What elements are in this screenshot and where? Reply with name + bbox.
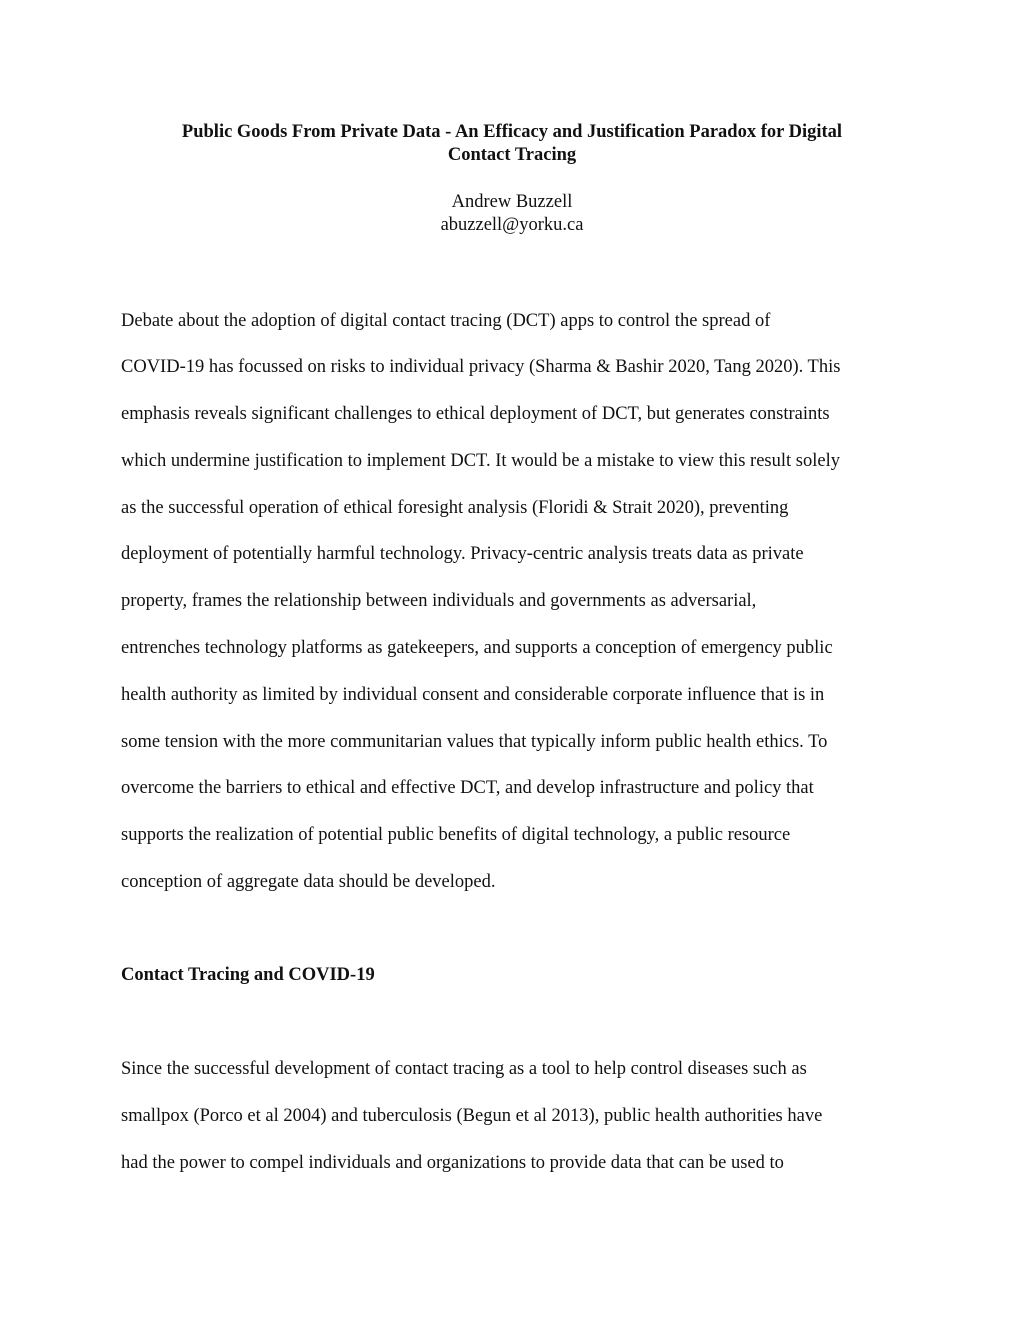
- section-line: Since the successful development of contact tracing as a tool to help control diseases such as: [121, 1059, 807, 1079]
- paper-title-line-2: Contact Tracing: [447, 145, 577, 165]
- abstract-line: deployment of potentially harmful technology. Privacy-centric analysis treats data as private: [121, 544, 804, 564]
- abstract-line: which undermine justification to implement DCT. It would be a mistake to view this result solely: [121, 451, 840, 471]
- paper-title-line-1: Public Goods From Private Data - An Efficacy and Justification Paradox for Digital: [181, 122, 843, 142]
- abstract-line: entrenches technology platforms as gatekeepers, and supports a conception of emergency public: [121, 638, 833, 658]
- author-name: Andrew Buzzell: [451, 192, 573, 212]
- author-email: abuzzell@yorku.ca: [440, 215, 584, 235]
- section-line: had the power to compel individuals and organizations to provide data that can be used to: [121, 1153, 784, 1173]
- section-line: smallpox (Porco et al 2004) and tuberculosis (Begun et al 2013), public health authorities have: [121, 1106, 823, 1126]
- abstract-line: conception of aggregate data should be developed.: [121, 872, 496, 892]
- abstract-line: health authority as limited by individual consent and considerable corporate influence that is in: [121, 685, 825, 705]
- author-block: [140, 191, 884, 237]
- abstract-line: overcome the barriers to ethical and effective DCT, and develop infrastructure and policy that: [121, 778, 814, 798]
- abstract-line: emphasis reveals significant challenges to ethical deployment of DCT, but generates constraints: [121, 404, 830, 424]
- abstract-line: as the successful operation of ethical foresight analysis (Floridi & Strait 2020), preventing: [121, 498, 789, 518]
- abstract-line: property, frames the relationship between individuals and governments as adversarial,: [121, 591, 757, 611]
- abstract-line: COVID-19 has focussed on risks to individual privacy (Sharma & Bashir 2020, Tang 2020). This: [121, 357, 841, 377]
- paper-title: [140, 121, 884, 167]
- section-heading: Contact Tracing and COVID-19: [121, 965, 375, 985]
- abstract-line: Debate about the adoption of digital contact tracing (DCT) apps to control the spread of: [121, 311, 771, 331]
- abstract-line: supports the realization of potential public benefits of digital technology, a public resource: [121, 825, 791, 845]
- abstract-line: some tension with the more communitarian values that typically inform public health ethics. To: [121, 732, 828, 752]
